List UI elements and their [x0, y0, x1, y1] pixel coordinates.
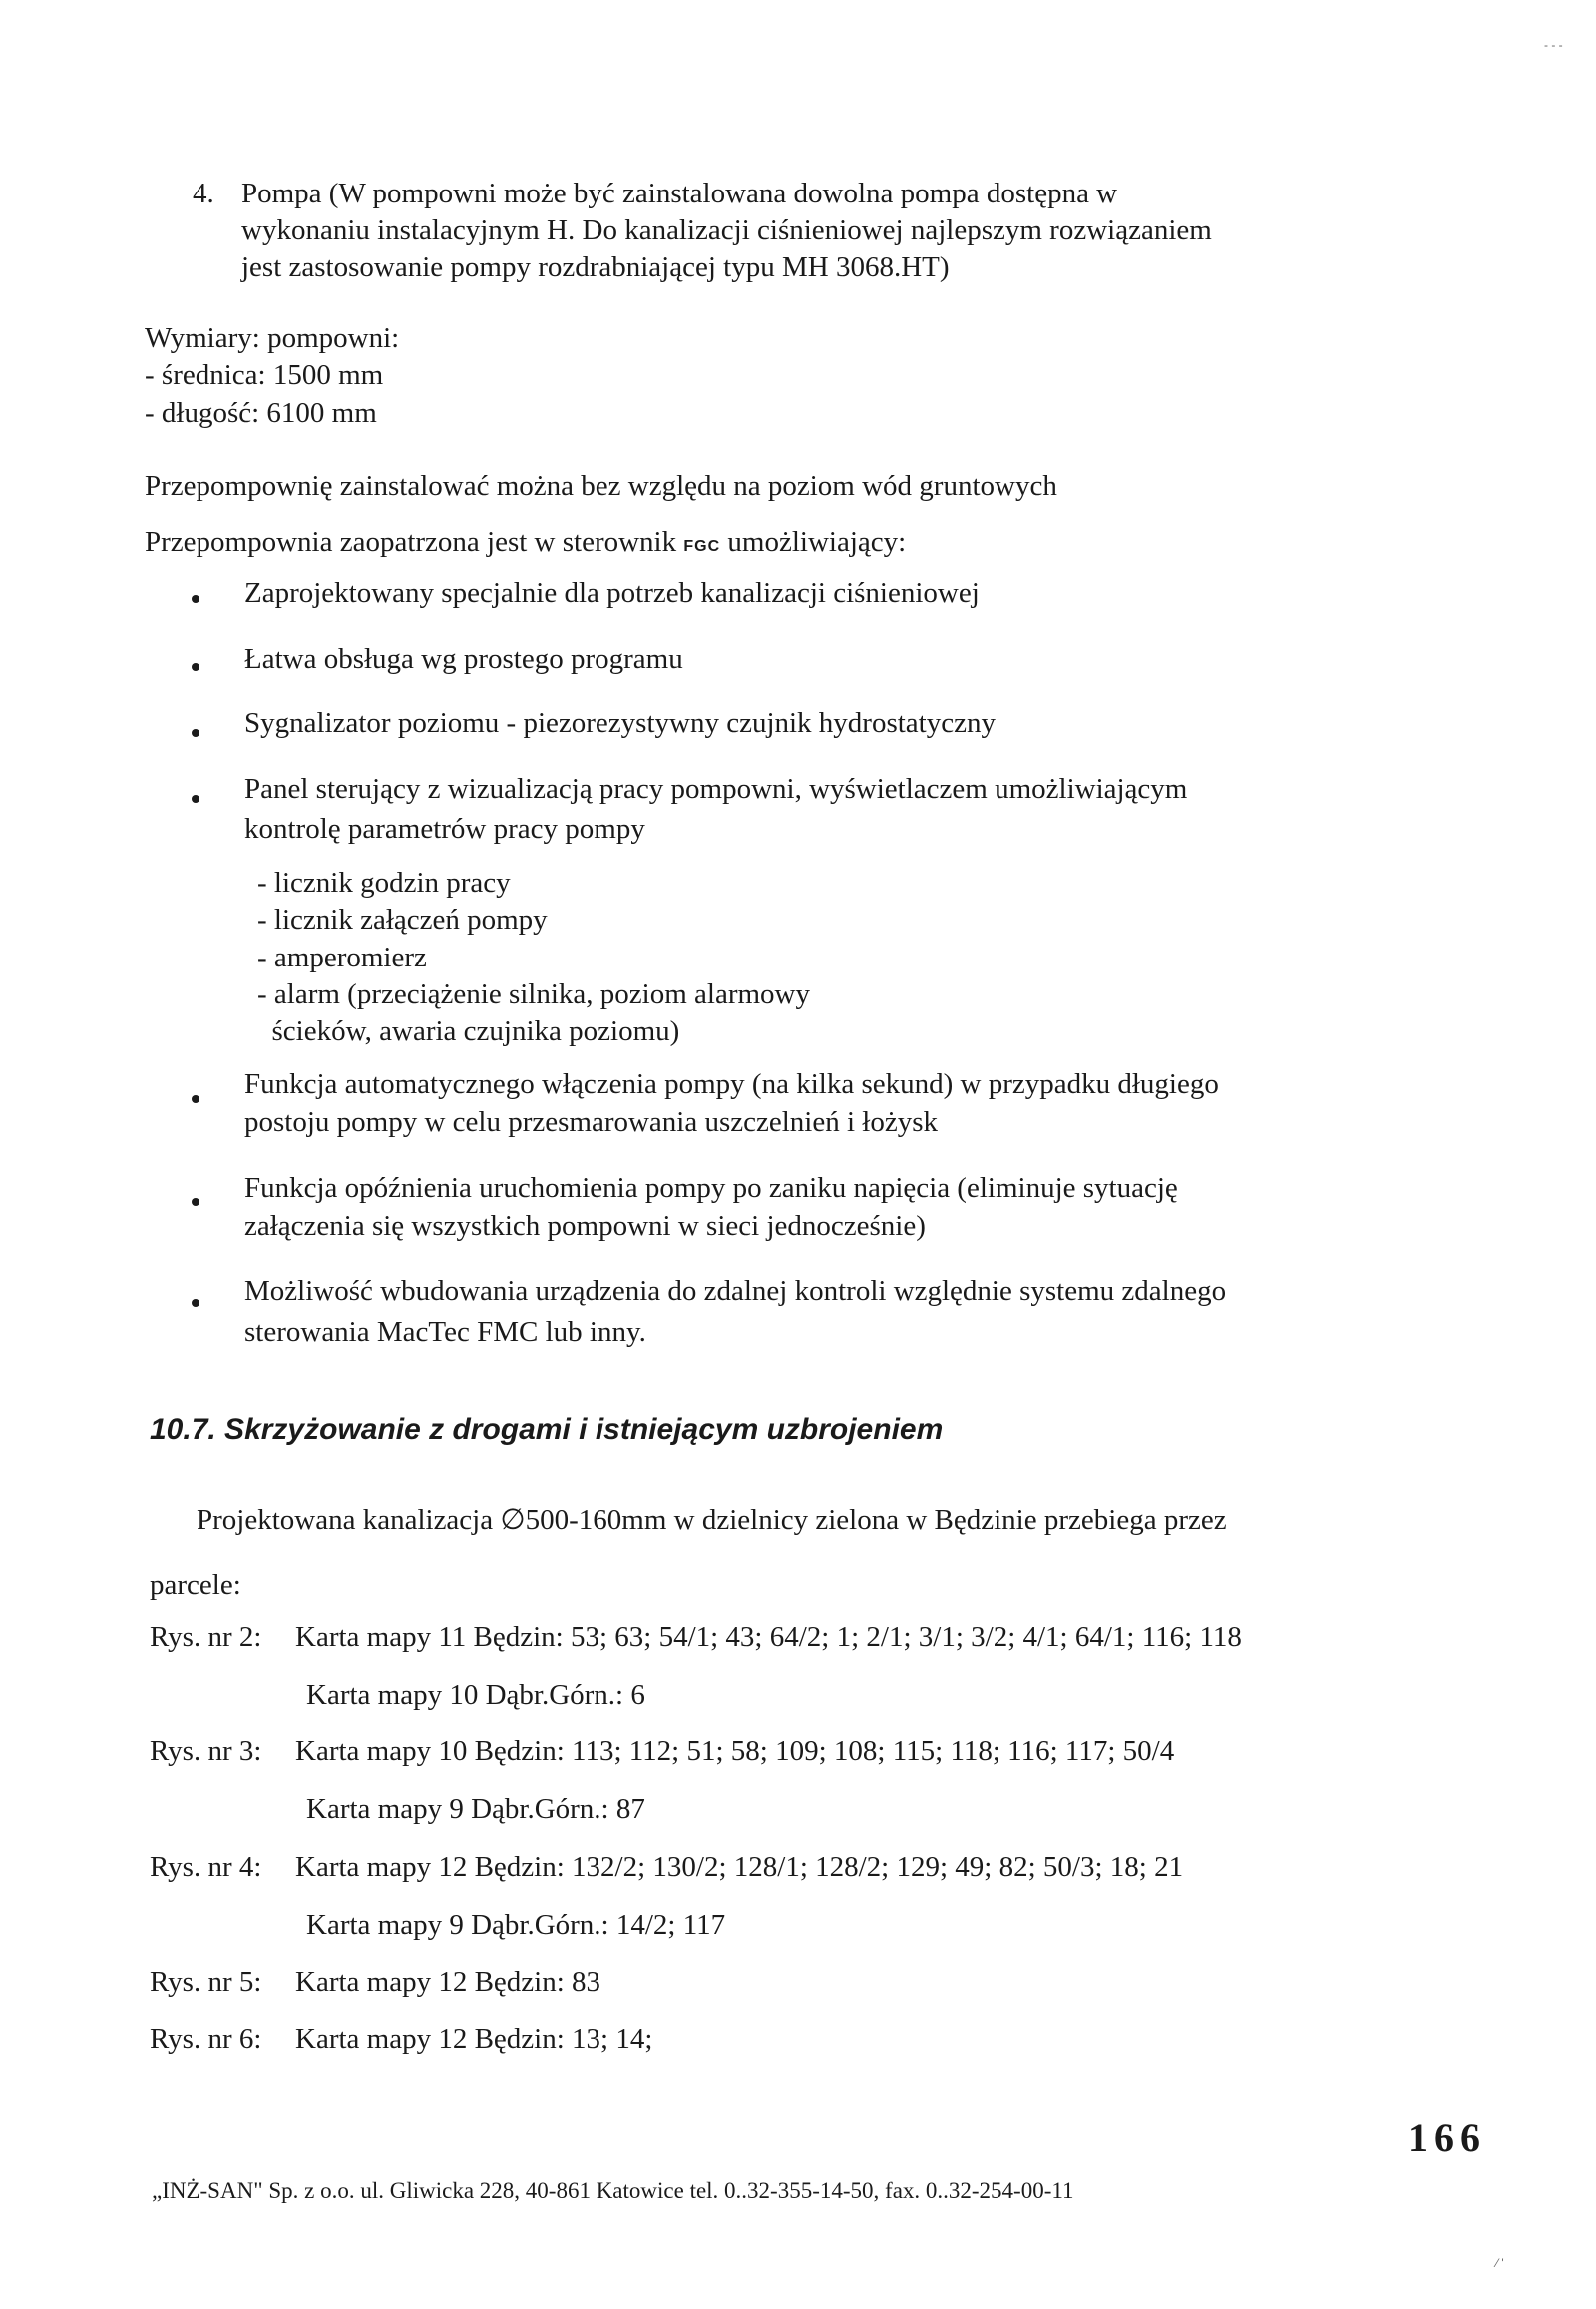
- drawing-line: Karta mapy 9 Dąbr.Górn.: 14/2; 117: [306, 1909, 726, 1941]
- drawing-line: Karta mapy 12 Będzin: 13; 14;: [295, 2023, 653, 2055]
- controller-intro-tail: umożliwiający:: [727, 526, 907, 558]
- bullet-text: załączenia się wszystkich pompowni w sieci jednocześnie): [244, 1210, 926, 1242]
- footer-address: „INŻ-SAN" Sp. z o.o. ul. Gliwicka 228, 40-861 Katowice tel. 0..32-355-14-50, fax. 0..32-254-00-11: [152, 2178, 1074, 2203]
- bullet-icon: [192, 1095, 200, 1103]
- controller-intro: [145, 523, 906, 566]
- drawing-label: Rys. nr 5:: [150, 1966, 262, 1998]
- drawing-label: Rys. nr 6:: [150, 2023, 262, 2055]
- fgc-brand: FGC: [683, 538, 721, 555]
- bullet-text: Funkcja automatycznego włączenia pompy (na kilka sekund) w przypadku długiego: [244, 1068, 1219, 1100]
- panel-subitem: ścieków, awaria czujnika poziomu): [257, 1015, 680, 1047]
- section-intro: parcele:: [150, 1569, 241, 1601]
- pump-text-line: Pompa (W pompowni może być zainstalowana dowolna pompa dostępna w: [241, 178, 1118, 209]
- bullet-text: Panel sterujący z wizualizacją pracy pompowni, wyświetlaczem umożliwiającym: [244, 773, 1188, 805]
- bullet-text: kontrolę parametrów pracy pompy: [244, 813, 645, 845]
- bullet-text: sterowania MacTec FMC lub inny.: [244, 1316, 646, 1347]
- panel-subitem: - amperomierz: [257, 942, 427, 973]
- pump-text-line: wykonaniu instalacyjnym H. Do kanalizacji ciśnieniowej najlepszym rozwiązaniem: [241, 214, 1212, 246]
- drawing-line: Karta mapy 11 Będzin: 53; 63; 54/1; 43; 64/2; 1; 2/1; 3/1; 3/2; 4/1; 64/1; 116; 118: [295, 1621, 1242, 1653]
- scan-mark-icon: - - -: [1544, 38, 1563, 52]
- bullet-icon: [192, 1198, 200, 1206]
- install-note: Przepompownię zainstalować można bez względu na poziom wód gruntowych: [145, 470, 1057, 502]
- bullet-text: postoju pompy w celu przesmarowania uszczelnień i łożysk: [244, 1106, 938, 1138]
- bullet-icon: [192, 729, 200, 737]
- bullet-text: Łatwa obsługa wg prostego programu: [244, 643, 683, 675]
- page-number: 166: [1408, 2116, 1486, 2160]
- pump-text-line: jest zastosowanie pompy rozdrabniającej typu MH 3068.HT): [241, 251, 950, 283]
- section-intro: Projektowana kanalizacja ∅500-160mm w dzielnicy zielona w Będzinie przebiega przez: [197, 1504, 1227, 1536]
- list-number: 4.: [193, 178, 214, 209]
- drawing-label: Rys. nr 2:: [150, 1621, 262, 1653]
- bullet-icon: [192, 1299, 200, 1307]
- panel-subitem: - alarm (przeciążenie silnika, poziom alarmowy: [257, 978, 810, 1010]
- dimension-length: - długość: 6100 mm: [145, 397, 377, 429]
- controller-intro-text: Przepompownia zaopatrzona jest w sterownik: [145, 526, 677, 558]
- drawing-line: Karta mapy 9 Dąbr.Górn.: 87: [306, 1793, 645, 1825]
- bullet-text: Funkcja opóźnienia uruchomienia pompy po zaniku napięcia (eliminuje sytuację: [244, 1172, 1178, 1204]
- bullet-text: Sygnalizator poziomu - piezorezystywny czujnik hydrostatyczny: [244, 707, 996, 739]
- drawing-line: Karta mapy 12 Będzin: 83: [295, 1966, 601, 1998]
- drawing-line: Karta mapy 10 Dąbr.Górn.: 6: [306, 1679, 645, 1711]
- dimension-diameter: - średnica: 1500 mm: [145, 359, 384, 391]
- section-heading: 10.7. Skrzyżowanie z drogami i istniejącym uzbrojeniem: [150, 1413, 944, 1446]
- bullet-icon: [192, 663, 200, 671]
- drawing-line: Karta mapy 10 Będzin: 113; 112; 51; 58; 109; 108; 115; 118; 116; 117; 50/4: [295, 1735, 1175, 1767]
- panel-subitem: - licznik załączeń pompy: [257, 904, 548, 936]
- scan-mark-icon: ⁄ ': [1496, 2256, 1504, 2270]
- dimensions-title: Wymiary: pompowni:: [145, 322, 400, 354]
- bullet-text: Zaprojektowany specjalnie dla potrzeb kanalizacji ciśnieniowej: [244, 577, 980, 609]
- drawing-label: Rys. nr 4:: [150, 1851, 262, 1883]
- drawing-line: Karta mapy 12 Będzin: 132/2; 130/2; 128/1; 128/2; 129; 49; 82; 50/3; 18; 21: [295, 1851, 1184, 1883]
- panel-subitem: - licznik godzin pracy: [257, 867, 511, 899]
- bullet-icon: [192, 795, 200, 803]
- bullet-text: Możliwość wbudowania urządzenia do zdalnej kontroli względnie systemu zdalnego: [244, 1275, 1227, 1307]
- bullet-icon: [192, 595, 200, 603]
- drawing-label: Rys. nr 3:: [150, 1735, 262, 1767]
